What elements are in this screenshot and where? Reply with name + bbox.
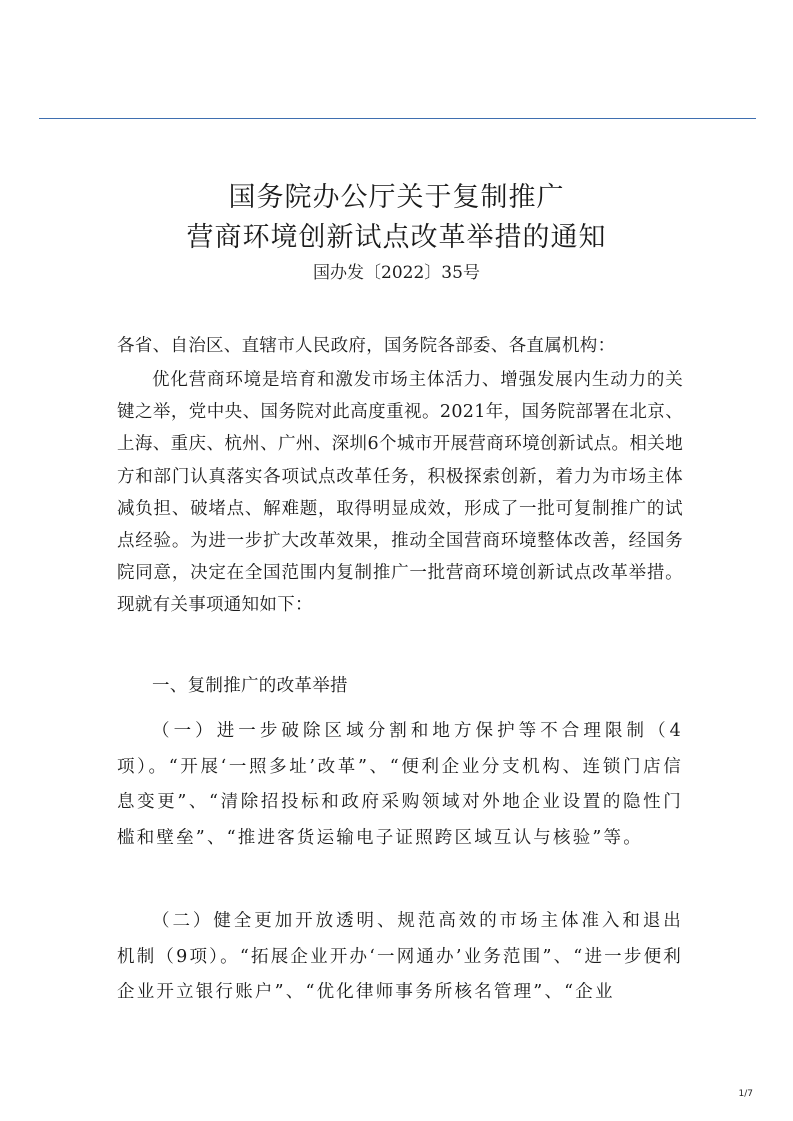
measure-item-2: （二）健全更加开放透明、规范高效的市场主体准入和退出机制（9项）。“拓展企业开办‘一网通办’业务范围”、“进一步便利企业开立银行账户”、“优化律师事务所核名管理”、“企业 — [117, 911, 683, 1002]
section-heading: 一、复制推广的改革举措 — [152, 676, 348, 696]
measure-item-1: （一）进一步破除区域分割和地方保护等不合理限制（4项）。“开展‘一照多址’改革”、“便利企业分支机构、连锁门店信息变更”、“清除招投标和政府采购领域对外地企业设置的隐性门槛和壁垒”、“推进客货运输电子证照跨区域互认与核验”等。 — [117, 721, 683, 848]
salutation: 各省、自治区、直辖市人民政府，国务院各部委、各直属机构： — [117, 336, 616, 356]
document-number: 国办发〔2022〕35号 — [313, 263, 480, 283]
intro-paragraph: 优化营商环境是培育和激发市场主体活力、增强发展内生动力的关键之举，党中央、国务院对此高度重视。2021年，国务院部署在北京、上海、重庆、杭州、广州、深圳6个城市开展营商环境创新试点。相关地方和部门认真落实各项试点改革任务，积极探索创新，着力为市场主体减负担、破堵点、解难题，取得明显成效，形成了一批可复制推广的试点经验。为进一步扩大改革效果，推动全国营商环境整体改善，经国务院同意，决定在全国范围内复制推广一批营商环境创新试点改革举措。现就有关事项通知如下： — [117, 370, 683, 616]
document-title-line-1: 国务院办公厅关于复制推广 — [228, 182, 565, 213]
page-indicator: 1/7 — [738, 1089, 753, 1099]
document-title-line-2: 营商环境创新试点改革举措的通知 — [186, 222, 607, 253]
header-rule — [39, 118, 756, 119]
